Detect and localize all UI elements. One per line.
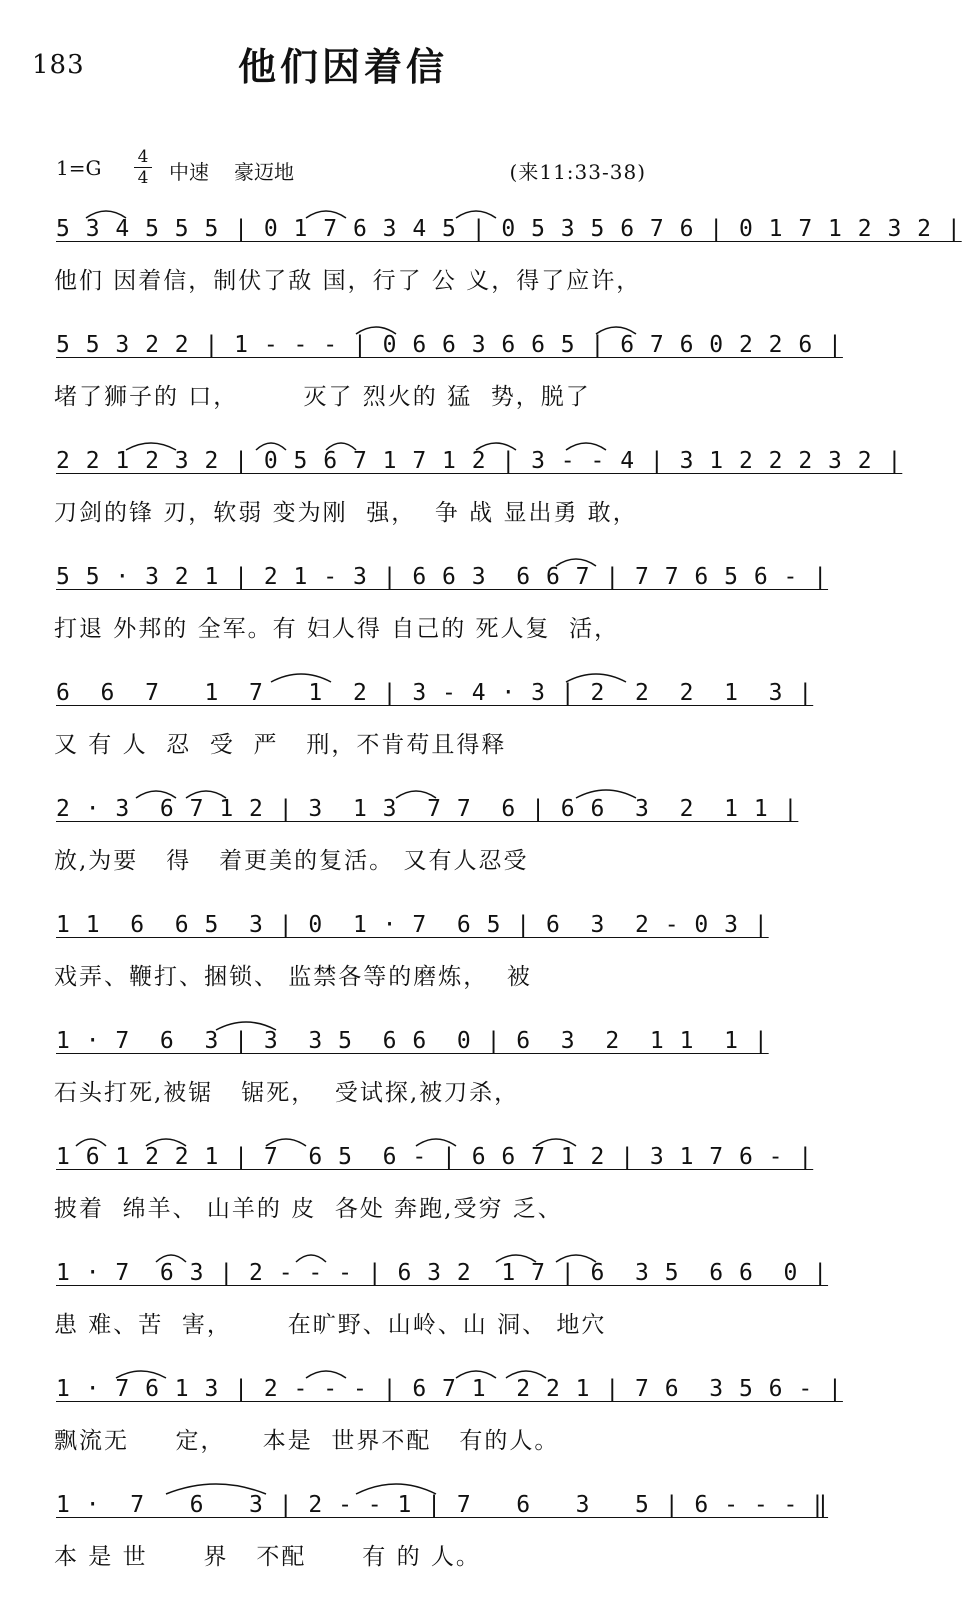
lyric-line: 又 有 人 忍 受 严 刑，不肯苟且得释 <box>54 732 507 758</box>
lyric-line: 刀剑的锋 刃，软弱 变为刚 强， 争 战 显出勇 敢， <box>54 500 638 526</box>
score-system <box>48 894 769 1010</box>
time-signature-top: 4 <box>137 147 149 167</box>
score-system <box>48 662 814 778</box>
notation-line: 1 · 7 6 1 3 | 2 - - - | 6 7 1 2 2 1 | 7 6 3 5 6 - | <box>56 1376 843 1402</box>
expression-marking: 豪迈地 <box>234 160 294 184</box>
score <box>48 198 962 1590</box>
lyric-line: 放,为要 得 着更美的复活。 又有人忍受 <box>54 848 529 874</box>
score-system <box>48 778 799 894</box>
score-system <box>48 1358 843 1474</box>
score-system <box>48 198 962 314</box>
notation-line: 2 2 1 2 3 2 | 0 5 6 7 1 7 1 2 | 3 - - 4 | 3 1 2 2 2 3 2 | <box>56 448 903 474</box>
lyric-line: 堵了狮子的 口， 灭了 烈火的 猛 势，脱了 <box>54 384 591 410</box>
score-header <box>56 148 646 188</box>
score-system <box>48 1474 829 1590</box>
lyric-line: 他们 因着信，制伏了敌 国，行了 公 义，得了应许， <box>54 268 642 294</box>
score-system <box>48 314 843 430</box>
time-signature <box>131 148 155 187</box>
lyric-line: 本 是 世 界 不配 有 的 人。 <box>54 1544 481 1570</box>
scripture-reference: (来11:33-38) <box>509 160 646 184</box>
time-signature-bottom: 4 <box>137 168 149 188</box>
score-system <box>48 1010 769 1126</box>
notation-line: 5 5 3 2 2 | 1 - - - | 0 6 6 3 6 6 5 | 6 7 6 0 2 2 6 | <box>56 332 843 358</box>
notation-line: 1 · 7 6 3 | 3 3 5 6 6 0 | 6 3 2 1 1 1 | <box>56 1028 769 1054</box>
lyric-line: 打退 外邦的 全军。有 妇人得 自己的 死人复 活， <box>54 616 620 642</box>
lyric-line: 石头打死,被锯 锯死， 受试探,被刀杀， <box>54 1080 520 1106</box>
score-system <box>48 546 829 662</box>
lyric-line: 戏弄、鞭打、捆锁、 监禁各等的磨炼， 被 <box>54 964 532 990</box>
notation-line: 6 6 7 1 7 1 2 | 3 - 4 · 3 | 2 2 2 1 3 | <box>56 680 814 706</box>
key-signature: 1=G <box>56 156 102 180</box>
tempo-marking: 中速 <box>169 160 209 184</box>
score-system <box>48 1126 814 1242</box>
notation-line: 1 · 7 6 3 | 2 - - 1 | 7 6 3 5 | 6 - - - ‖ <box>56 1492 829 1518</box>
notation-line: 2 · 3 6 7 1 2 | 3 1 3 7 7 6 | 6 6 3 2 1 1 | <box>56 796 799 822</box>
hymn-title: 他们因着信 <box>237 44 448 89</box>
notation-line: 1 · 7 6 3 | 2 - - - | 6 3 2 1 7 | 6 3 5 6 6 0 | <box>56 1260 829 1286</box>
notation-line: 5 5 · 3 2 1 | 2 1 - 3 | 6 6 3 6 6 7 | 7 7 6 5 6 - | <box>56 564 829 590</box>
score-system <box>48 1242 829 1358</box>
lyric-line: 披着 绵羊、 山羊的 皮 各处 奔跑,受穷 乏、 <box>54 1196 563 1222</box>
notation-line: 5 3 4 5 5 5 | 0 1 7 6 3 4 5 | 0 5 3 5 6 7 6 | 0 1 7 1 2 3 2 | <box>56 216 962 242</box>
lyric-line: 飘流无 定， 本是 世界不配 有的人。 <box>54 1428 560 1454</box>
notation-line: 1 1 6 6 5 3 | 0 1 · 7 6 5 | 6 3 2 - 0 3 | <box>56 912 769 938</box>
notation-line: 1 6 1 2 2 1 | 7 6 5 6 - | 6 6 7 1 2 | 3 1 7 6 - | <box>56 1144 814 1170</box>
score-system <box>48 430 903 546</box>
page-number: 183 <box>32 50 85 80</box>
lyric-line: 患 难、苦 害， 在旷野、山岭、山 洞、 地穴 <box>54 1312 607 1338</box>
